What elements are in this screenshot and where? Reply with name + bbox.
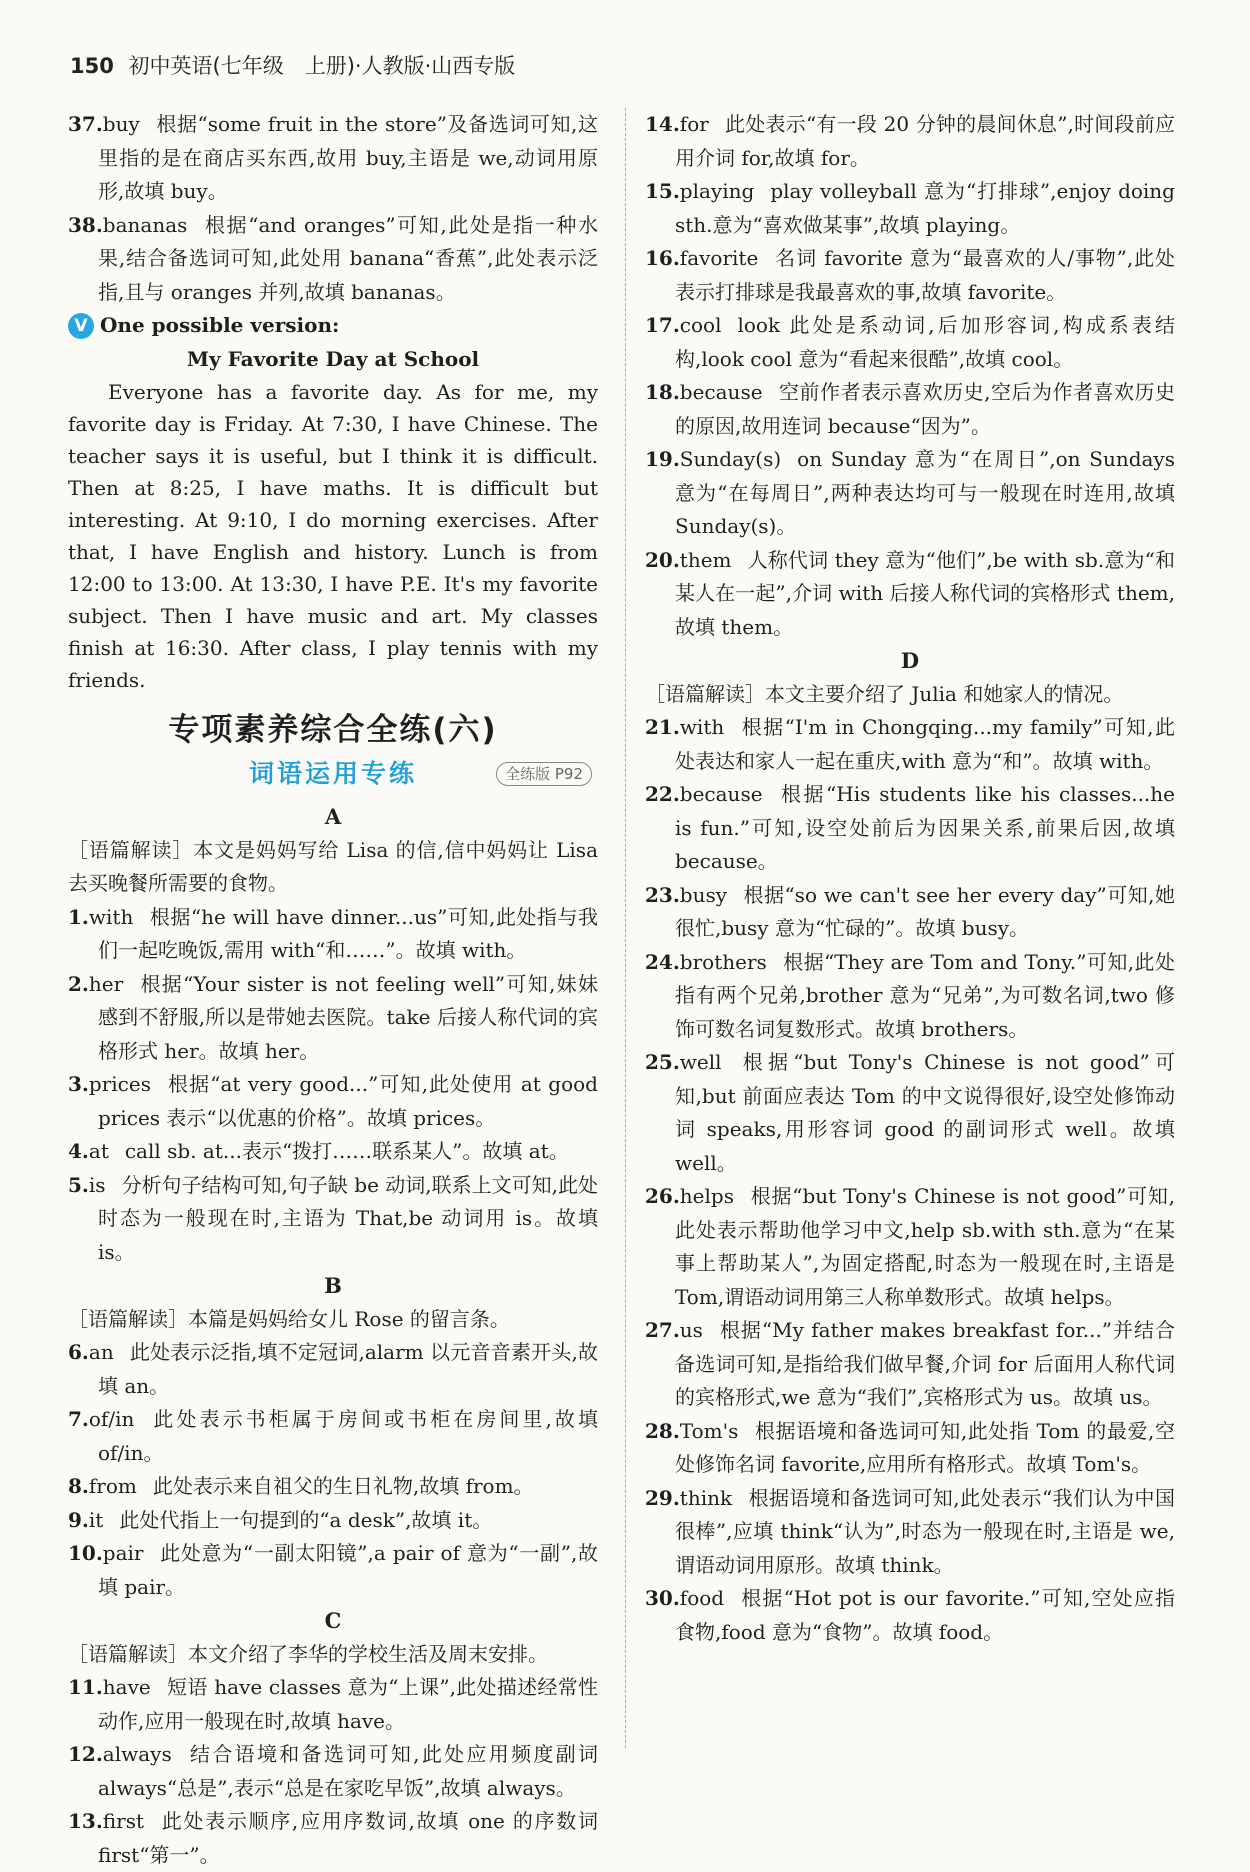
answer-explanation: 名词 favorite 意为“最喜欢的人/事物”,此处表示打排球是我最喜欢的事,故填 favorite。 [675, 246, 1175, 304]
reading-tag: ［语篇解读］ [645, 681, 765, 706]
answer-number: 20. [645, 547, 680, 572]
answer-explanation: 根据语境和备选词可知,此处指 Tom 的最爱,空处修饰名词 favorite,应用所有格形式。故填 Tom's。 [675, 1418, 1175, 1476]
answer-explanation: 此处表示来自祖父的生日礼物,故填 from。 [152, 1474, 534, 1498]
items-a [68, 901, 598, 1270]
answer-explanation: 根据“but Tony's Chinese is not good”可知,but 前面应表达 Tom 的中文说得很好,设空处修饰动词 speaks,用形容词 good 的副词形式 well。故填 well。 [675, 1050, 1175, 1175]
answer-number: 3. [68, 1072, 89, 1096]
answer-word: Tom's [679, 1418, 739, 1443]
answer-explanation: look 此处是系动词,后加形容词,构成系表结构,look cool 意为“看起来很酷”,故填 cool。 [675, 313, 1175, 371]
answer-item [645, 778, 1175, 879]
answer-explanation: 此处表示顺序,应用序数词,故填 one 的序数词 first“第一”。 [98, 1809, 598, 1867]
answer-item [68, 1169, 598, 1270]
answer-word: at [88, 1139, 109, 1163]
answer-item [68, 1805, 598, 1872]
answer-number: 37. [68, 112, 103, 136]
section-b: B [324, 1273, 342, 1298]
answer-explanation: 根据“I'm in Chongqing...my family”可知,此处表达和家人一起在重庆,with 意为“和”。故填 with。 [675, 715, 1175, 773]
answer-word: for [679, 112, 709, 136]
column-divider [625, 108, 626, 1748]
answer-item [645, 443, 1175, 544]
answer-item [645, 175, 1175, 242]
section-title: 专项素养综合全练(六) [168, 712, 498, 748]
version-badge: V [68, 313, 94, 339]
answer-number: 2. [68, 971, 89, 996]
answer-item [68, 209, 598, 310]
essay-body: Everyone has a favorite day. As for me, my favorite day is Friday. At 7:30, I have Chinese. The teacher says it is useful, but I think it is difficult. Then at 8:25, I have maths. It is difficult but interesting. At 9:10, I do morning exercises. After that, I have English and history. Lunch is from 12:00 to 13:00. At 13:30, I have P.E. It's my favorite subject. Then I have music and art. My classes finish at 16:30. After class, I play tennis with my friends. [68, 380, 598, 692]
answer-item [645, 108, 1175, 175]
answer-word: helps [679, 1184, 734, 1208]
answer-explanation: 人称代词 they 意为“他们”,be with sb.意为“和某人在一起”,介词 with 后接人称代词的宾格形式 them,故填 them。 [675, 547, 1175, 639]
answer-item [68, 108, 598, 209]
answer-number: 9. [68, 1507, 89, 1532]
answer-explanation: 根据“some fruit in the store”及备选词可知,这里指的是在商店买东西,故用 buy,主语是 we,动词用原形,故填 buy。 [98, 112, 598, 203]
answer-number: 12. [68, 1742, 103, 1766]
answer-explanation: 根据“at very good...”可知,此处使用 at good prices 表示“以优惠的价格”。故填 prices。 [98, 1072, 598, 1130]
answer-word: is [88, 1172, 106, 1197]
answer-word: buy [102, 112, 140, 136]
answer-word: pair [102, 1541, 144, 1565]
answer-explanation: 分析句子结构可知,句子缺 be 动词,联系上文可知,此处时态为一般现在时,主语为 That,be 动词用 is。故填 is。 [98, 1172, 598, 1264]
answer-number: 16. [645, 246, 680, 270]
reading-c-text: 本文介绍了李华的学校生活及周末安排。 [188, 1641, 548, 1666]
answer-explanation: 根据“My father makes breakfast for...”并结合备选词可知,是指给我们做早餐,介词 for 后面用人称代词的宾格形式,we 意为“我们”,宾格形式为 us。故填 us。 [675, 1318, 1175, 1409]
page-number: 150 [70, 54, 114, 78]
answer-number: 7. [68, 1407, 89, 1431]
answer-word: food [679, 1586, 725, 1610]
answer-number: 28. [645, 1418, 680, 1443]
answer-number: 15. [645, 179, 680, 203]
essay-title: My Favorite Day at School [186, 346, 480, 371]
version-heading [68, 309, 598, 343]
reading-a [68, 834, 598, 901]
answer-word: busy [679, 882, 728, 907]
reading-b-text: 本篇是妈妈给女儿 Rose 的留言条。 [188, 1306, 510, 1331]
answer-number: 6. [68, 1340, 89, 1364]
answer-explanation: 此处表示泛指,填不定冠词,alarm 以元音音素开头,故填 an。 [98, 1340, 598, 1398]
answer-word: them [679, 547, 732, 572]
page-ref-badge: 全练版 P92 [496, 762, 592, 786]
answer-item [645, 544, 1175, 645]
answer-number: 27. [645, 1318, 680, 1342]
answer-item [645, 1482, 1175, 1583]
answer-word: of/in [88, 1407, 135, 1431]
answer-number: 17. [645, 313, 680, 337]
answer-word: well [679, 1050, 722, 1074]
section-a: A [324, 804, 342, 829]
answer-word: cool [679, 313, 722, 337]
answer-word: her [88, 971, 124, 996]
answer-explanation: play volleyball 意为“打排球”,enjoy doing sth.意为“喜欢做某事”,故填 playing。 [675, 179, 1175, 237]
answer-item [68, 1537, 598, 1604]
answer-explanation: on Sunday 意为“在周日”,on Sundays 意为“在每周日”,两种表达均可与一般现在时连用,故填 Sunday(s)。 [675, 447, 1175, 538]
answer-explanation: 短语 have classes 意为“上课”,此处描述经常性动作,应用一般现在时,故填 have。 [98, 1675, 598, 1733]
answer-number: 11. [68, 1675, 103, 1699]
reading-b [68, 1303, 598, 1337]
answer-item [68, 901, 598, 968]
answer-explanation: 此处意为“一副太阳镜”,a pair of 意为“一副”,故填 pair。 [98, 1541, 598, 1599]
items-b [68, 1336, 598, 1604]
answer-explanation: 此处表示书柜属于房间或书柜在房间里,故填 of/in。 [98, 1407, 598, 1465]
answer-word: from [88, 1474, 137, 1498]
answer-item [68, 1470, 598, 1504]
answer-word: bananas [102, 212, 188, 237]
answer-word: us [679, 1318, 703, 1342]
answer-explanation: 根据“His students like his classes...he is fun.”可知,设空处前后为因果关系,前果后因,故填 because。 [675, 782, 1175, 873]
version-label: One possible version: [100, 313, 340, 337]
answer-item [68, 1671, 598, 1738]
answer-explanation: call sb. at...表示“拨打……联系某人”。故填 at。 [124, 1139, 569, 1163]
section-c: C [324, 1608, 342, 1633]
answer-item [645, 376, 1175, 443]
answer-number: 24. [645, 949, 680, 974]
reading-tag: ［语篇解读］ [68, 837, 194, 862]
answer-word: an [88, 1340, 114, 1364]
answer-number: 21. [645, 715, 680, 739]
answer-explanation: 此处表示“有一段 20 分钟的晨间休息”,时间段前应用介词 for,故填 for。 [675, 112, 1175, 170]
answer-number: 5. [68, 1172, 89, 1197]
answer-item [68, 1135, 598, 1169]
sub-title: 词语运用专练 [248, 759, 417, 789]
answer-item [645, 711, 1175, 778]
answer-explanation: 根据“so we can't see her every day”可知,她很忙,busy 意为“忙碌的”。故填 busy。 [675, 882, 1175, 940]
answer-number: 4. [68, 1139, 89, 1163]
answer-item [645, 1046, 1175, 1180]
reading-a-text: 本文是妈妈写给 Lisa 的信,信中妈妈让 Lisa 去买晚餐所需要的食物。 [68, 837, 598, 895]
answer-explanation: 根据“he will have dinner...us”可知,此处指与我们一起吃晚饭,需用 with“和……”。故填 with。 [98, 904, 598, 962]
items-c2 [645, 108, 1175, 644]
answer-item [645, 1582, 1175, 1649]
answer-item [68, 1068, 598, 1135]
reading-d-text: 本文主要介绍了 Julia 和她家人的情况。 [765, 681, 1124, 706]
answer-item [645, 1314, 1175, 1415]
answer-item [645, 309, 1175, 376]
answer-number: 26. [645, 1184, 680, 1208]
answer-explanation: 根据“and oranges”可知,此处是指一种水果,结合备选词可知,此处用 banana“香蕉”,此处表示泛指,且与 oranges 并列,故填 bananas。 [98, 212, 598, 304]
answer-item [645, 1415, 1175, 1482]
answer-item [68, 968, 598, 1069]
right-column [645, 108, 1175, 1649]
answer-number: 14. [645, 112, 680, 136]
answer-word: prices [88, 1072, 151, 1096]
answer-number: 1. [68, 904, 89, 929]
answer-word: brothers [679, 949, 767, 974]
answer-explanation: 结合语境和备选词可知,此处应用频度副词 always“总是”,表示“总是在家吃早饭”,故填 always。 [98, 1742, 598, 1800]
answer-item [645, 946, 1175, 1047]
answer-item [68, 1403, 598, 1470]
answer-word: it [88, 1507, 104, 1532]
page-header [70, 50, 515, 80]
reading-d [645, 678, 1175, 712]
answer-word: with [679, 715, 725, 739]
answer-number: 8. [68, 1474, 89, 1498]
answer-number: 25. [645, 1050, 680, 1074]
answer-word: because [679, 782, 763, 806]
answer-word: first [102, 1809, 144, 1833]
answer-number: 10. [68, 1541, 103, 1565]
answer-item [68, 1336, 598, 1403]
answer-word: because [679, 380, 763, 404]
answer-explanation: 根据“They are Tom and Tony.”可知,此处指有两个兄弟,brother 意为“兄弟”,为可数名词,two 修饰可数名词复数形式。故填 brothers。 [675, 949, 1175, 1041]
answer-item [645, 242, 1175, 309]
items-c [68, 1671, 598, 1872]
answer-item [645, 879, 1175, 946]
answer-word: think [679, 1485, 733, 1510]
answer-number: 19. [645, 447, 680, 471]
answer-explanation: 此处代指上一句提到的“a desk”,故填 it。 [119, 1507, 493, 1532]
reading-tag: ［语篇解读］ [68, 1306, 188, 1331]
sub-title-row [68, 754, 598, 794]
left-column [68, 108, 598, 1872]
answer-number: 30. [645, 1586, 680, 1610]
answer-number: 23. [645, 882, 680, 907]
answer-word: playing [679, 179, 755, 203]
answer-item [68, 1738, 598, 1805]
book-title: 初中英语(七年级 上册)·人教版·山西专版 [128, 54, 516, 78]
answer-explanation: 空前作者表示喜欢历史,空后为作者喜欢历史的原因,故用连词 because“因为”。 [675, 380, 1175, 438]
answer-word: always [102, 1742, 172, 1766]
answer-word: Sunday(s) [679, 447, 782, 471]
answer-explanation: 根据“but Tony's Chinese is not good”可知,此处表示帮助他学习中文,help sb.with sth.意为“在某事上帮助某人”,为固定搭配,时态为一般现在时,主语是 Tom,谓语动词用第三人称单数形式。故填 helps。 [675, 1184, 1175, 1309]
items-d [645, 711, 1175, 1649]
answer-number: 38. [68, 212, 103, 237]
reading-c [68, 1638, 598, 1672]
answer-number: 29. [645, 1485, 680, 1510]
answer-explanation: 根据语境和备选词可知,此处表示“我们认为中国很棒”,应填 think“认为”,时态为一般现在时,主语是 we,谓语动词用原形。故填 think。 [675, 1485, 1175, 1577]
answer-explanation: 根据“Your sister is not feeling well”可知,妹妹感到不舒服,所以是带她去医院。take 后接人称代词的宾格形式 her。故填 her。 [98, 971, 598, 1063]
answer-number: 22. [645, 782, 680, 806]
answer-item [645, 1180, 1175, 1314]
items-top [68, 108, 598, 309]
answer-word: with [88, 904, 134, 929]
answer-word: favorite [679, 246, 759, 270]
reading-tag: ［语篇解读］ [68, 1641, 188, 1666]
answer-item [68, 1504, 598, 1538]
answer-number: 13. [68, 1809, 103, 1833]
answer-number: 18. [645, 380, 680, 404]
answer-explanation: 根据“Hot pot is our favorite.”可知,空处应指食物,food 意为“食物”。故填 food。 [675, 1586, 1175, 1644]
section-d: D [900, 648, 920, 673]
answer-word: have [102, 1675, 151, 1699]
